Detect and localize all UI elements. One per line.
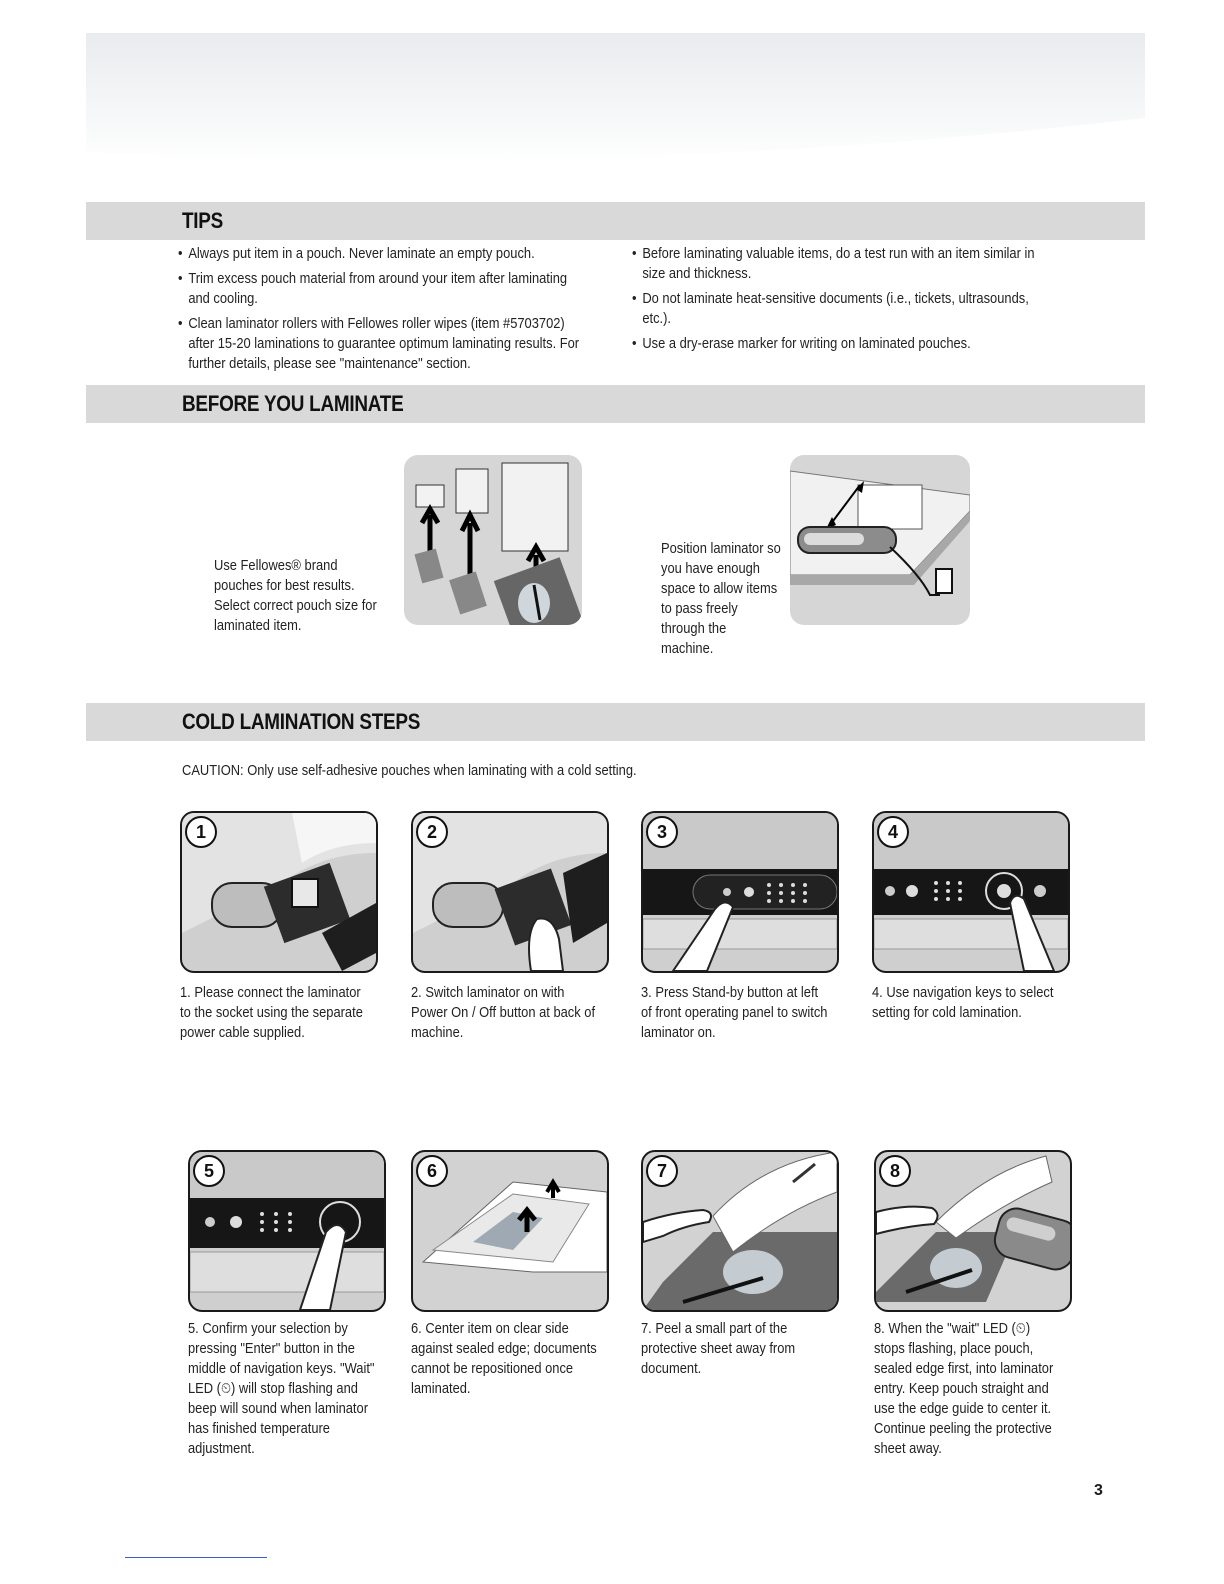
tip-item: • Always put item in a pouch. Never laminate an empty pouch. [178,244,582,264]
step-number: 4 [877,816,909,848]
tip-item: • Use a dry-erase marker for writing on laminated pouches. [632,334,1036,354]
step-number: 5 [193,1155,225,1187]
step-2-illustration [411,811,609,973]
laminator-position-illustration [790,455,970,625]
before-header [86,385,1145,423]
pouch-sizes-illustration [404,455,582,625]
step-5-text: 5. Confirm your selection by pressing "Enter" button in the middle of navigation keys. "Wait" LED (⏲) will stop flashing and beep will sound when laminator has finished temperature adjustment. [188,1320,375,1457]
tip-item: • Clean laminator rollers with Fellowes roller wipes (item #5703702) after 15-20 laminations to guarantee optimum laminating results. For further details, please see "maintenance" section. [178,314,582,374]
step-4-text: 4. Use navigation keys to select setting for cold lamination. [872,984,1054,1021]
step-number: 7 [646,1155,678,1187]
step-7-illustration [641,1150,839,1312]
step-number: 1 [185,816,217,848]
step-1-illustration [180,811,378,973]
before-title: BEFORE YOU LAMINATE [182,391,404,416]
step-number: 6 [416,1155,448,1187]
caution-text: CAUTION: Only use self-adhesive pouches when laminating with a cold setting. [182,762,637,779]
tips-left-column [178,244,648,379]
tips-right-column [632,244,1102,359]
tip-item: • Trim excess pouch material from around your item after laminating and cooling. [178,269,582,309]
step-number: 3 [646,816,678,848]
step-4-illustration [872,811,1070,973]
laminator-on-table-drawing [790,455,970,625]
step-3-text: 3. Press Stand-by button at left of front operating panel to switch laminator on. [641,984,828,1041]
tips-title: TIPS [182,208,224,233]
banner-curve [86,110,1145,180]
tips-header [86,202,1145,240]
step-2-text: 2. Switch laminator on with Power On / Off button at back of machine. [411,984,596,1041]
cold-header [86,703,1145,741]
step-3-illustration [641,811,839,973]
step-number: 2 [416,816,448,848]
position-instructions: Position laminator so you have enough space to allow items to pass freely through the machine. [661,540,781,657]
step-number: 8 [879,1155,911,1187]
step-5-illustration [188,1150,386,1312]
page-number: 3 [1094,1482,1103,1499]
step-7-text: 7. Peel a small part of the protective sheet away from document. [641,1320,796,1377]
step-6-text: 6. Center item on clear side against sealed edge; documents cannot be repositioned once laminated. [411,1320,597,1397]
step-8-text: 8. When the "wait" LED (⏲) stops flashing, place pouch, sealed edge first, into laminator entry. Keep pouch straight and use the edge guide to center it. Continue peeling the protective sheet away. [874,1320,1054,1457]
pouch-instructions: Use Fellowes® brand pouches for best results. Select correct pouch size for laminated item. [214,557,377,634]
step-1-text: 1. Please connect the laminator to the socket using the separate power cable supplied. [180,984,363,1041]
cold-title: COLD LAMINATION STEPS [182,709,421,734]
pouch-sizes-drawing [404,455,582,625]
tip-item: • Do not laminate heat-sensitive documents (i.e., tickets, ultrasounds, etc.). [632,289,1036,329]
tip-item: • Before laminating valuable items, do a test run with an item similar in size and thickness. [632,244,1036,284]
footer-link-line [125,1557,267,1558]
step-8-illustration [874,1150,1072,1312]
step-6-illustration [411,1150,609,1312]
